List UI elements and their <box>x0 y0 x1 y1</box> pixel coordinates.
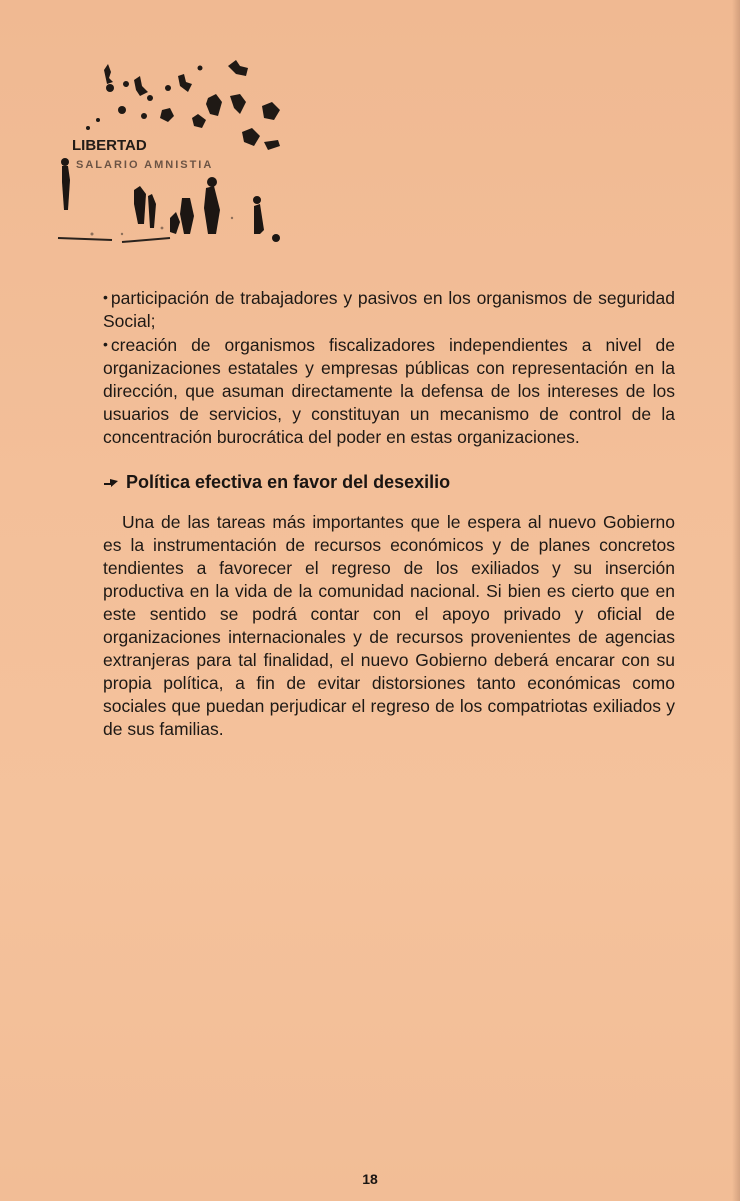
arrow-bullet-icon <box>104 474 118 490</box>
bullet-marker: • <box>103 289 108 305</box>
banner-line-2: SALARIO AMNISTIA <box>76 159 214 171</box>
banner-line-1: LIBERTAD <box>72 137 147 154</box>
page-number: 18 <box>362 1171 378 1187</box>
bullet-text-1: participación de trabajadores y pasivos en los organismos de seguridad Social; <box>103 288 675 331</box>
bullet-text-2: creación de organismos fiscalizadores independientes a nivel de organizaciones estatales y empresas públicas con representación en la dirección, que asuman directamente la defensa de los intereses de los usuarios de servicios, y constituyan un mecanismo de control de la concentración burocrática del poder en estas organizaciones. <box>103 335 675 447</box>
page-edge-shadow <box>732 0 740 1201</box>
bullet-item-2 <box>103 333 675 449</box>
bullet-item-1 <box>103 286 675 333</box>
bullet-list <box>103 286 675 449</box>
section-heading <box>104 472 664 493</box>
bullet-marker: • <box>103 336 108 352</box>
protest-illustration-svg <box>52 58 302 248</box>
protest-crowd-illustration <box>52 58 302 248</box>
section-paragraph: Una de las tareas más importantes que le espera al nuevo Gobierno es la instrumentación de recursos económicos y de planes concretos tendientes a favorecer el regreso de los exiliados y su inserción productiva en la vida de la comunidad nacional. Si bien es cierto que en este sentido se podrá contar con el apoyo privado y oficial de organizaciones internacionales y de recursos provenientes de agencias extranjeras para tal finalidad, el nuevo Gobierno deberá encarar con su propia política, a fin de evitar distorsiones tanto económicas como sociales que puedan perjudicar el regreso de los compatriotas exiliados y de sus familias. <box>103 512 675 739</box>
section-heading-text: Política efectiva en favor del desexilio <box>126 472 451 492</box>
